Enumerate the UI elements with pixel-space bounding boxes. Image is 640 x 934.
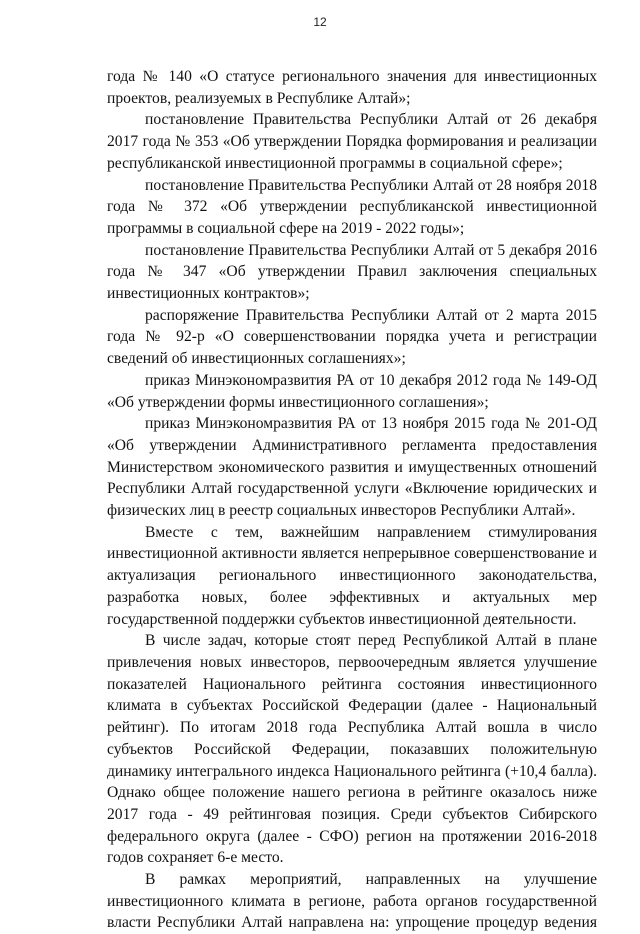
paragraph-measures: В рамках мероприятий, направленных на улучшение инвестиционного климата в регионе, работа органов государственной власти Республики Алтай направлена на: упрощение процедур ведения — [107, 871, 597, 932]
paragraph-resolution-347: постановление Правительства Республики Алтай от 5 декабря 2016 года № 347 «Об утверждении Правил заключения специальных инвестиционных контрактов»; — [107, 241, 597, 303]
document-body — [107, 66, 597, 934]
paragraph-resolution-372: постановление Правительства Республики Алтай от 28 ноября 2018 года № 372 «Об утверждении республиканской инвестиционной программы в социальной сфере на 2019 - 2022 годы»; — [107, 176, 597, 237]
paragraph-resolution-353: постановление Правительства Республики Алтай от 26 декабря 2017 года № 353 «Об утверждении Порядка формирования и реализации республиканской инвестиционной программы в социальной сфере»; — [107, 111, 597, 172]
paragraph-order-92r: распоряжение Правительства Республики Алтай от 2 марта 2015 года № 92-р «О совершенствовании порядка учета и регистрации сведений об инвестиционных соглашениях»; — [107, 306, 597, 368]
paragraph-order-149od: приказ Минэкономразвития РА от 10 декабря 2012 года № 149-ОД «Об утверждении формы инвестиционного соглашения»; — [107, 371, 597, 411]
paragraph-order-201od: приказ Минэкономразвития РА от 13 ноября 2015 года № 201-ОД «Об утверждении Административного регламента предоставления Министерством экономического развития и имущественных отношений Республики Алтай государственной услуги «Включение юридических и физических лиц в реестр социальных инвесторов Республики Алтай». — [107, 415, 597, 520]
page-number: 12 — [313, 15, 327, 29]
paragraph-legislation: Вместе с тем, важнейшим направлением стимулирования инвестиционной активности является непрерывное совершенствование и актуализация регионального инвестиционного законодательства, разработка новых, более эффективных и актуальных мер государственной поддержки субъектов инвестиционной деятельности. — [107, 523, 597, 628]
paragraph-national-rating: В числе задач, которые стоят перед Республикой Алтай в плане привлечения новых инвесторов, первоочередным является улучшение показателей Национального рейтинга состояния инвестиционного климата в субъектах Российской Федерации (далее - Национальный рейтинг). По итогам 2018 года Республика Алтай вошла в число субъектов Российской Федерации, показавших положительную динамику интегрального индекса Национального рейтинга (+10,4 балла). Однако общее положение нашего региона в рейтинге оказалось ниже 2017 года - 49 рейтинговая позиция. Среди субъектов Сибирского федерального округа (далее - СФО) регион на протяжении 2016-2018 годов сохраняет 6-е место. — [107, 632, 597, 867]
paragraph-continuation: года № 140 «О статусе регионального значения для инвестиционных проектов, реализуемых в Республике Алтай»; — [107, 68, 597, 107]
